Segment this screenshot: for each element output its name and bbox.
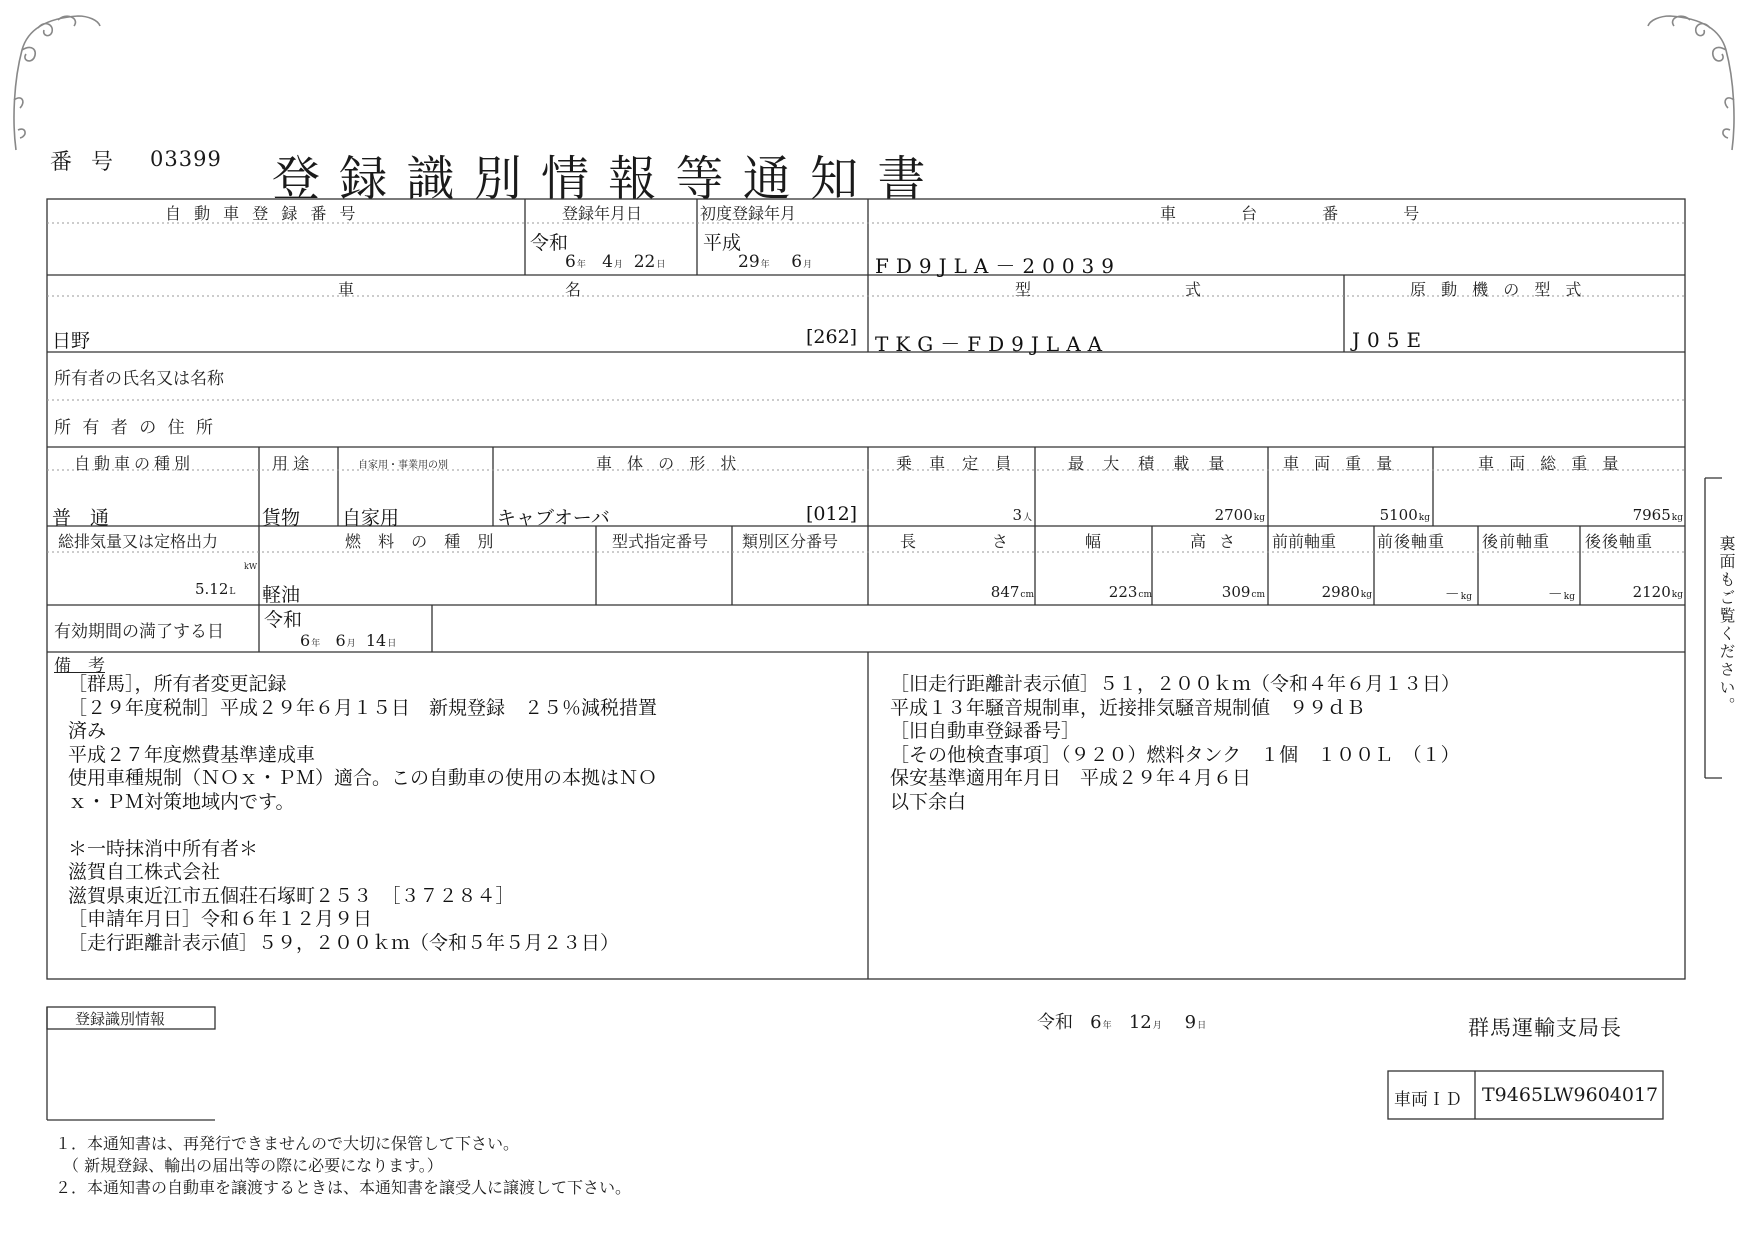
capacity-label: 乗 車 定 員 <box>896 454 1018 473</box>
length-label-2: さ <box>992 532 1009 551</box>
note-line: （ 新規登録、輸出の届出等の際に必要になります。） <box>55 1156 443 1175</box>
gross-weight-label: 車 両 総 重 量 <box>1478 454 1624 473</box>
chassis-label: 車 台 番 号 <box>1160 204 1450 223</box>
model-spec-label: 型式指定番号 <box>612 532 709 551</box>
displacement-value: 5.12L <box>195 580 236 598</box>
side-note: 裏面もご覧ください。 <box>1717 535 1736 715</box>
first-reg-era: 平成 <box>703 232 742 254</box>
remark-line: 使用車種規制（ＮＯｘ・ＰＭ）適合。この自動車の使用の本拠はＮＯ <box>68 767 658 789</box>
model-value: TKG－FD9JLAA <box>875 332 1110 356</box>
validity-label: 有効期間の満了する日 <box>54 622 224 642</box>
rf-axle-value: －kg <box>1547 585 1575 603</box>
issuer: 群馬運輸支局長 <box>1468 1016 1622 1040</box>
body-code: [012] <box>806 503 858 525</box>
max-load-value: 2700kg <box>1214 506 1265 524</box>
owner-address-label: 所 有 者 の 住 所 <box>54 418 217 438</box>
height-value: 309cm <box>1221 583 1265 601</box>
body-shape-value: キャブオーバ <box>497 507 610 529</box>
remarks-left <box>68 673 657 955</box>
kw-label: kW <box>244 562 258 571</box>
vehicle-type-label: 自動車の種別 <box>74 454 195 473</box>
owner-name-label: 所有者の氏名又は名称 <box>54 369 224 389</box>
car-code: [262] <box>806 326 858 348</box>
ff-axle-label: 前前軸重 <box>1272 532 1337 551</box>
body-shape-label: 車 体 の 形 状 <box>596 454 742 473</box>
validity-date: 6年 6月 14日 <box>300 631 397 650</box>
reg-info-label: 登録識別情報 <box>75 1010 166 1028</box>
model-label-2: 式 <box>1185 280 1202 299</box>
remark-line: ［走行距離計表示値］５９，２００ｋｍ（令和５年５月２３日） <box>68 931 620 954</box>
vehicle-weight-label: 車 両 重 量 <box>1283 454 1398 473</box>
height-label: 高 さ <box>1190 532 1240 551</box>
ff-axle-value: 2980kg <box>1321 583 1372 601</box>
remarks-right <box>890 673 1460 814</box>
car-name: 日野 <box>52 330 91 352</box>
private-value: 自家用 <box>342 507 400 529</box>
fuel-label: 燃 料 の 種 別 <box>345 532 500 551</box>
displacement-label: 総排気量又は定格出力 <box>58 532 219 551</box>
remark-line: ［２９年度税制］平成２９年６月１５日 新規登録 ２５％減税措置 <box>68 696 658 719</box>
remark-line: 以下余白 <box>890 790 967 813</box>
remark-line: 済み <box>68 720 107 742</box>
rr-axle-value: 2120kg <box>1632 583 1683 601</box>
remark-line: ［旧走行距離計表示値］５１，２００ｋｍ（令和４年６月１３日） <box>890 673 1461 695</box>
issue-date: 令和 6年 12月 9日 <box>1037 1012 1207 1033</box>
chassis-value: FD9JLA－20039 <box>875 254 1122 278</box>
rf-axle-label: 後前軸重 <box>1482 532 1551 551</box>
remark-line: ｘ・ＰＭ対策地域内です。 <box>68 790 295 813</box>
width-value: 223cm <box>1108 583 1152 601</box>
length-value: 847cm <box>990 583 1034 601</box>
number-value: 03399 <box>150 147 222 171</box>
use-value: 貨物 <box>262 507 301 529</box>
reg-date: 6年 4月 22日 <box>565 252 666 272</box>
validity-era: 令和 <box>264 609 303 631</box>
remark-line: ［その他検査事項］（９２０）燃料タンク １個 １００Ｌ （１） <box>890 743 1460 766</box>
notes <box>55 1133 631 1199</box>
engine-value: J05E <box>1352 328 1429 352</box>
page-title: 登 録 識 別 情 報 等 通 知 書 <box>272 151 928 207</box>
note-line: １．本通知書は、再発行できませんので大切に保管して下さい。 <box>55 1134 520 1153</box>
gross-weight-value: 7965kg <box>1632 506 1683 524</box>
vehicle-type-value: 普 通 <box>52 507 110 529</box>
remark-line: 保安基準適用年月日 平成２９年４月６日 <box>890 767 1252 789</box>
use-label: 用 途 <box>272 454 310 473</box>
reg-date-era: 令和 <box>530 232 569 254</box>
reg-number-label: 自 動 車 登 録 番 号 <box>165 204 360 223</box>
width-label: 幅 <box>1085 532 1102 551</box>
remark-line: ［旧自動車登録番号］ <box>890 720 1081 742</box>
vehicle-weight-value: 5100kg <box>1379 506 1430 524</box>
first-reg-date: 29年 6月 <box>738 252 813 272</box>
class-number-label: 類別区分番号 <box>742 532 839 551</box>
remark-line: 平成１３年騒音規制車，近接排気騒音規制値 ９９ｄＢ <box>890 696 1366 719</box>
remark-line: ＊一時抹消中所有者＊ <box>68 837 259 860</box>
fr-axle-value: －kg <box>1444 585 1472 603</box>
note-line: ２．本通知書の自動車を譲渡するときは、本通知書を譲受人に譲渡して下さい。 <box>55 1178 632 1197</box>
engine-label: 原 動 機 の 型 式 <box>1410 280 1587 299</box>
remark-line: 滋賀自工株式会社 <box>68 861 221 883</box>
remark-line: ［群馬］，所有者変更記録 <box>68 673 287 695</box>
vehicle-id-value: T9465LW9604017 <box>1482 1084 1659 1106</box>
remark-line: 平成２７年度燃費基準達成車 <box>68 743 316 766</box>
model-label-1: 型 <box>1015 280 1032 299</box>
capacity-value: 3人 <box>1012 506 1032 524</box>
car-label: 車 <box>338 280 355 299</box>
remark-line: ［申請年月日］令和６年１２月９日 <box>68 908 373 930</box>
rr-axle-label: 後後軸重 <box>1585 532 1654 551</box>
reg-date-label: 登録年月日 <box>562 204 643 223</box>
number-label: 番 号 <box>50 150 119 175</box>
private-label: 自家用・事業用の別 <box>358 460 448 471</box>
fr-axle-label: 前後軸重 <box>1377 532 1446 551</box>
remark-line: 滋賀県東近江市五個荘石塚町２５３ ［３７２８４］ <box>68 884 515 907</box>
vehicle-id-label: 車両ＩＤ <box>1394 1090 1462 1110</box>
remark-line <box>68 814 657 838</box>
remarks-label: 備 考 <box>54 656 105 676</box>
length-label-1: 長 <box>900 532 917 551</box>
name-label: 名 <box>565 280 582 299</box>
fuel-value: 軽油 <box>262 584 301 606</box>
max-load-label: 最 大 積 載 量 <box>1068 454 1232 473</box>
first-reg-label: 初度登録年月 <box>700 204 797 223</box>
